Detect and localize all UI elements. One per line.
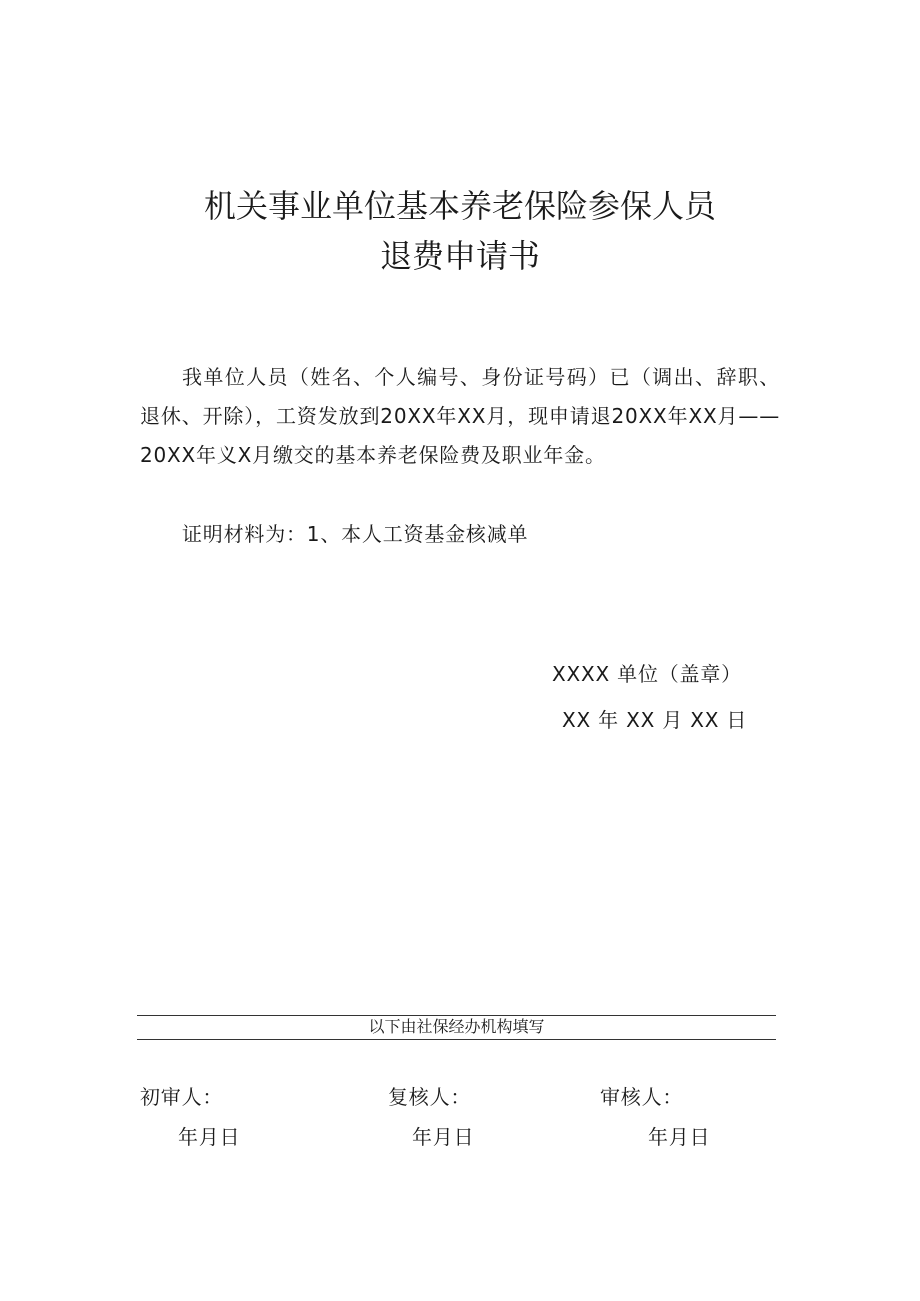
- section-divider-bottom: [137, 1039, 776, 1040]
- initial-reviewer-label: 初审人：: [140, 1085, 224, 1109]
- application-paragraph: 我单位人员（姓名、个人编号、身份证号码）已（调出、辞职、退休、开除），工资发放到20XX年XX月，现申请退20XX年XX月——20XX年义X月缴交的基本养老保险费及职业年金。: [140, 365, 780, 467]
- office-section-note: 以下由社保经办机构填写: [368, 1017, 545, 1036]
- supporting-materials-paragraph: 证明材料为：1、本人工资基金核减单: [182, 522, 529, 546]
- signature-date: XX 年 XX 月 XX 日: [562, 708, 748, 732]
- final-approver-date: 年月日: [648, 1125, 711, 1149]
- document-title-line2: 退费申请书: [379, 237, 540, 275]
- second-reviewer-date: 年月日: [412, 1125, 475, 1149]
- second-reviewer-label: 复核人：: [388, 1085, 472, 1109]
- initial-reviewer-date: 年月日: [178, 1125, 241, 1149]
- document-title-line1: 机关事业单位基本养老保险参保人员: [203, 187, 716, 225]
- final-approver-label: 审核人：: [600, 1085, 684, 1109]
- signature-unit: XXXX 单位（盖章）: [552, 662, 742, 686]
